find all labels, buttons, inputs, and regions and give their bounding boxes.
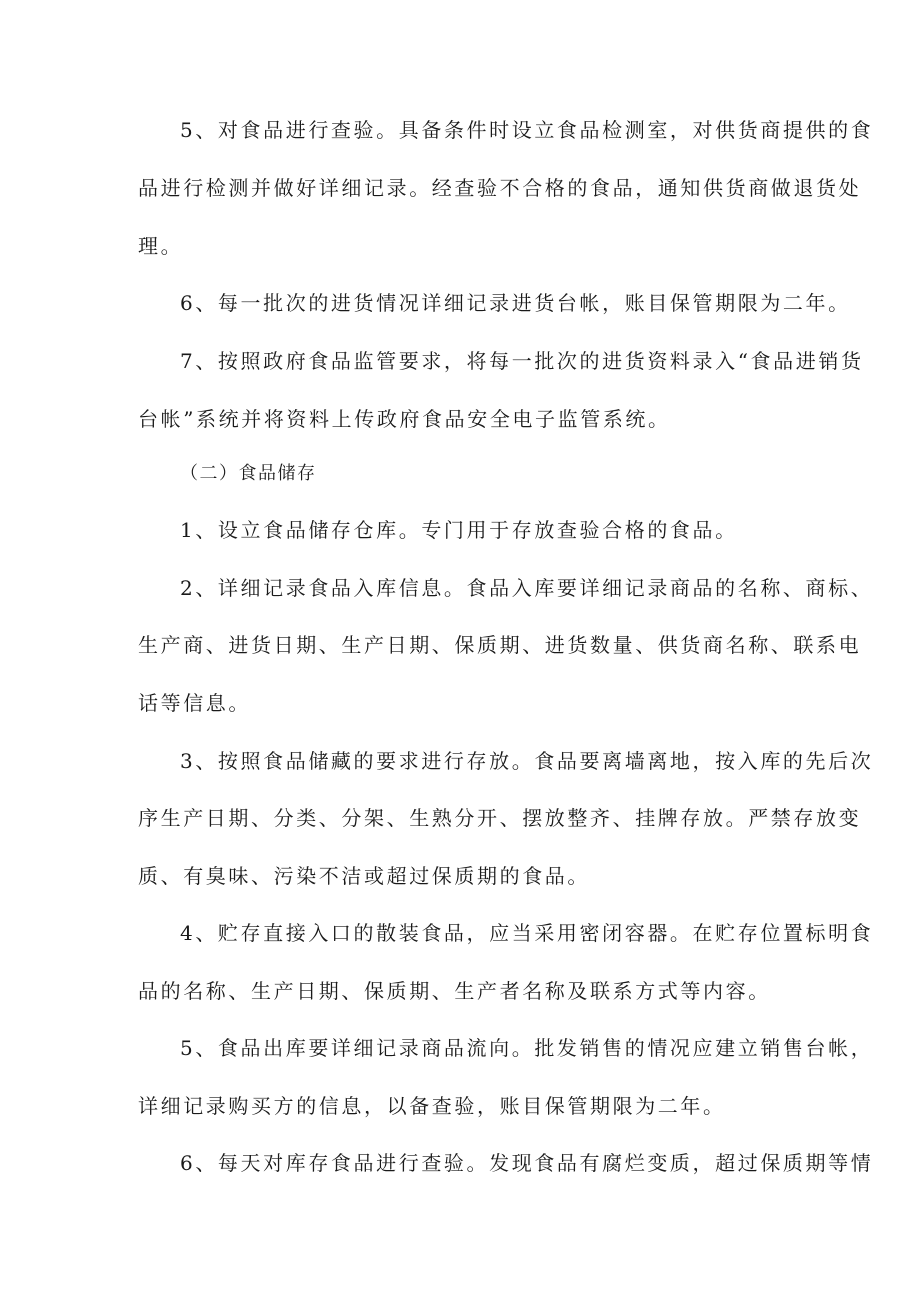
storage-item-5-line-1: 5、食品出库要详细记录商品流向。批发销售的情况应建立销售台帐， — [180, 1036, 874, 1060]
storage-item-3-line-2: 序生产日期、分类、分架、生熟分开、摆放整齐、挂牌存放。严禁存放变 — [138, 806, 862, 830]
storage-item-6-line-1: 6、每天对库存食品进行查验。发现食品有腐烂变质，超过保质期等情 — [180, 1151, 874, 1175]
paragraph-7-line-1: 7、按照政府食品监管要求，将每一批次的进货资料录入“食品进销货 — [180, 349, 864, 373]
storage-item-3-line-3: 质、有臭味、污染不洁或超过保质期的食品。 — [138, 864, 590, 888]
storage-item-3-line-1: 3、按照食品储藏的要求进行存放。食品要离墙离地，按入库的先后次 — [180, 749, 874, 773]
paragraph-7-line-2: 台帐”系统并将资料上传政府食品安全电子监管系统。 — [138, 407, 671, 431]
storage-item-2-line-2: 生产商、进货日期、生产日期、保质期、进货数量、供货商名称、联系电 — [138, 633, 862, 657]
paragraph-5-line-1: 5、对食品进行查验。具备条件时设立食品检测室，对供货商提供的食 — [180, 118, 874, 142]
storage-item-1: 1、设立食品储存仓库。专门用于存放查验合格的食品。 — [180, 518, 738, 542]
paragraph-6-line-1: 6、每一批次的进货情况详细记录进货台帐，账目保管期限为二年。 — [180, 291, 851, 315]
storage-item-2-line-1: 2、详细记录食品入库信息。食品入库要详细记录商品的名称、商标、 — [180, 576, 874, 600]
storage-item-2-line-3: 话等信息。 — [138, 691, 251, 715]
section-heading: （二）食品储存 — [180, 463, 317, 484]
storage-item-4-line-1: 4、贮存直接入口的散装食品，应当采用密闭容器。在贮存位置标明食 — [180, 921, 874, 945]
paragraph-5-line-3: 理。 — [138, 234, 184, 258]
storage-item-5-line-2: 详细记录购买方的信息，以备查验，账目保管期限为二年。 — [138, 1094, 726, 1118]
paragraph-5-line-2: 品进行检测并做好详细记录。经查验不合格的食品，通知供货商做退货处 — [138, 176, 862, 200]
storage-item-4-line-2: 品的名称、生产日期、保质期、生产者名称及联系方式等内容。 — [138, 979, 771, 1003]
